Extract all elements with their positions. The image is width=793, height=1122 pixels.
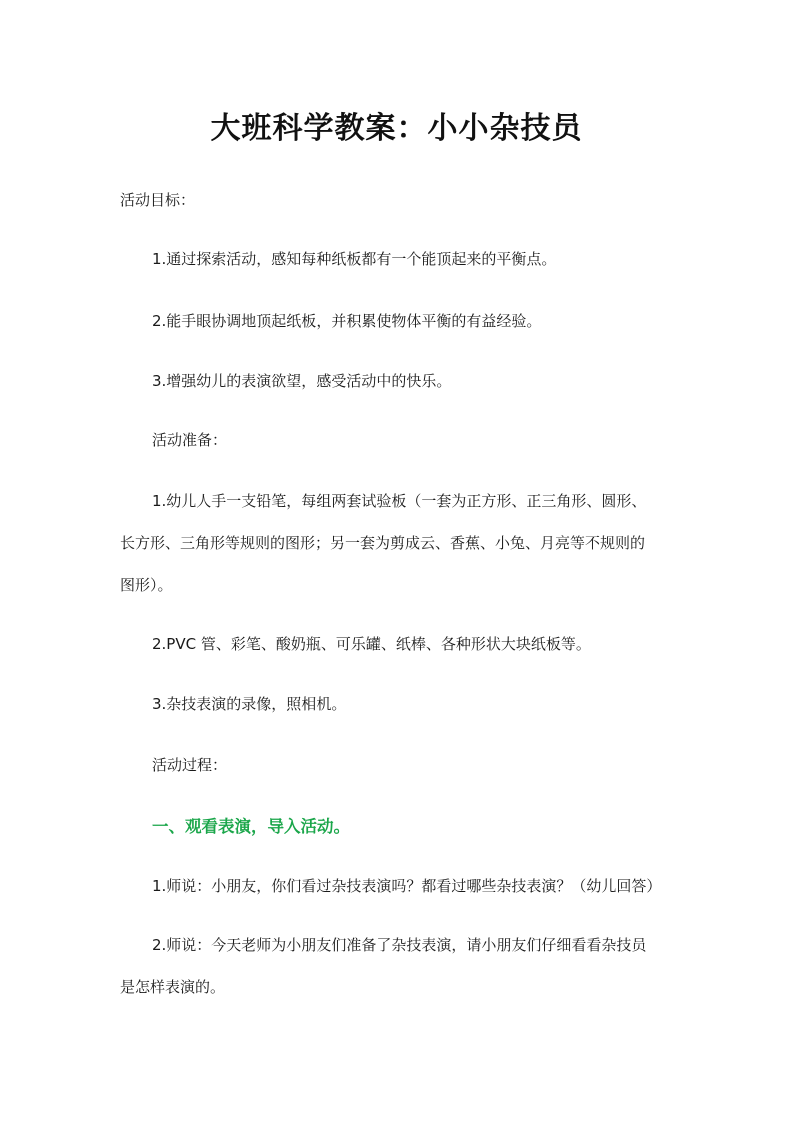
goal-item-2: 2.能手眼协调地顶起纸板，并积累使物体平衡的有益经验。 <box>152 312 542 330</box>
section-1-item-2-line-1: 2.师说：今天老师为小朋友们准备了杂技表演，请小朋友们仔细看看杂技员 <box>152 936 647 954</box>
section-1-item-1: 1.师说：小朋友，你们看过杂技表演吗？都看过哪些杂技表演？（幼儿回答） <box>152 877 662 895</box>
section-1-heading: 一、观看表演，导入活动。 <box>152 817 350 836</box>
goals-label: 活动目标： <box>120 191 196 209</box>
prep-item-3: 3.杂技表演的录像，照相机。 <box>152 695 347 713</box>
page-title: 大班科学教案：小小杂技员 <box>210 111 583 146</box>
section-1-item-2-line-2: 是怎样表演的。 <box>120 978 226 996</box>
prep-item-2: 2.PVC 管、彩笔、酸奶瓶、可乐罐、纸棒、各种形状大块纸板等。 <box>152 635 591 653</box>
prep-item-1-line-3: 图形）。 <box>120 576 173 594</box>
prep-item-1-line-1: 1.幼儿人手一支铅笔，每组两套试验板（一套为正方形、正三角形、圆形、 <box>152 492 647 510</box>
goal-item-1: 1.通过探索活动，感知每种纸板都有一个能顶起来的平衡点。 <box>152 250 557 268</box>
prep-item-1-line-2: 长方形、三角形等规则的图形；另一套为剪成云、香蕉、小兔、月亮等不规则的 <box>120 534 646 552</box>
goal-item-3: 3.增强幼儿的表演欲望，感受活动中的快乐。 <box>152 372 452 390</box>
process-label: 活动过程： <box>152 756 228 774</box>
prep-label: 活动准备： <box>152 431 228 449</box>
